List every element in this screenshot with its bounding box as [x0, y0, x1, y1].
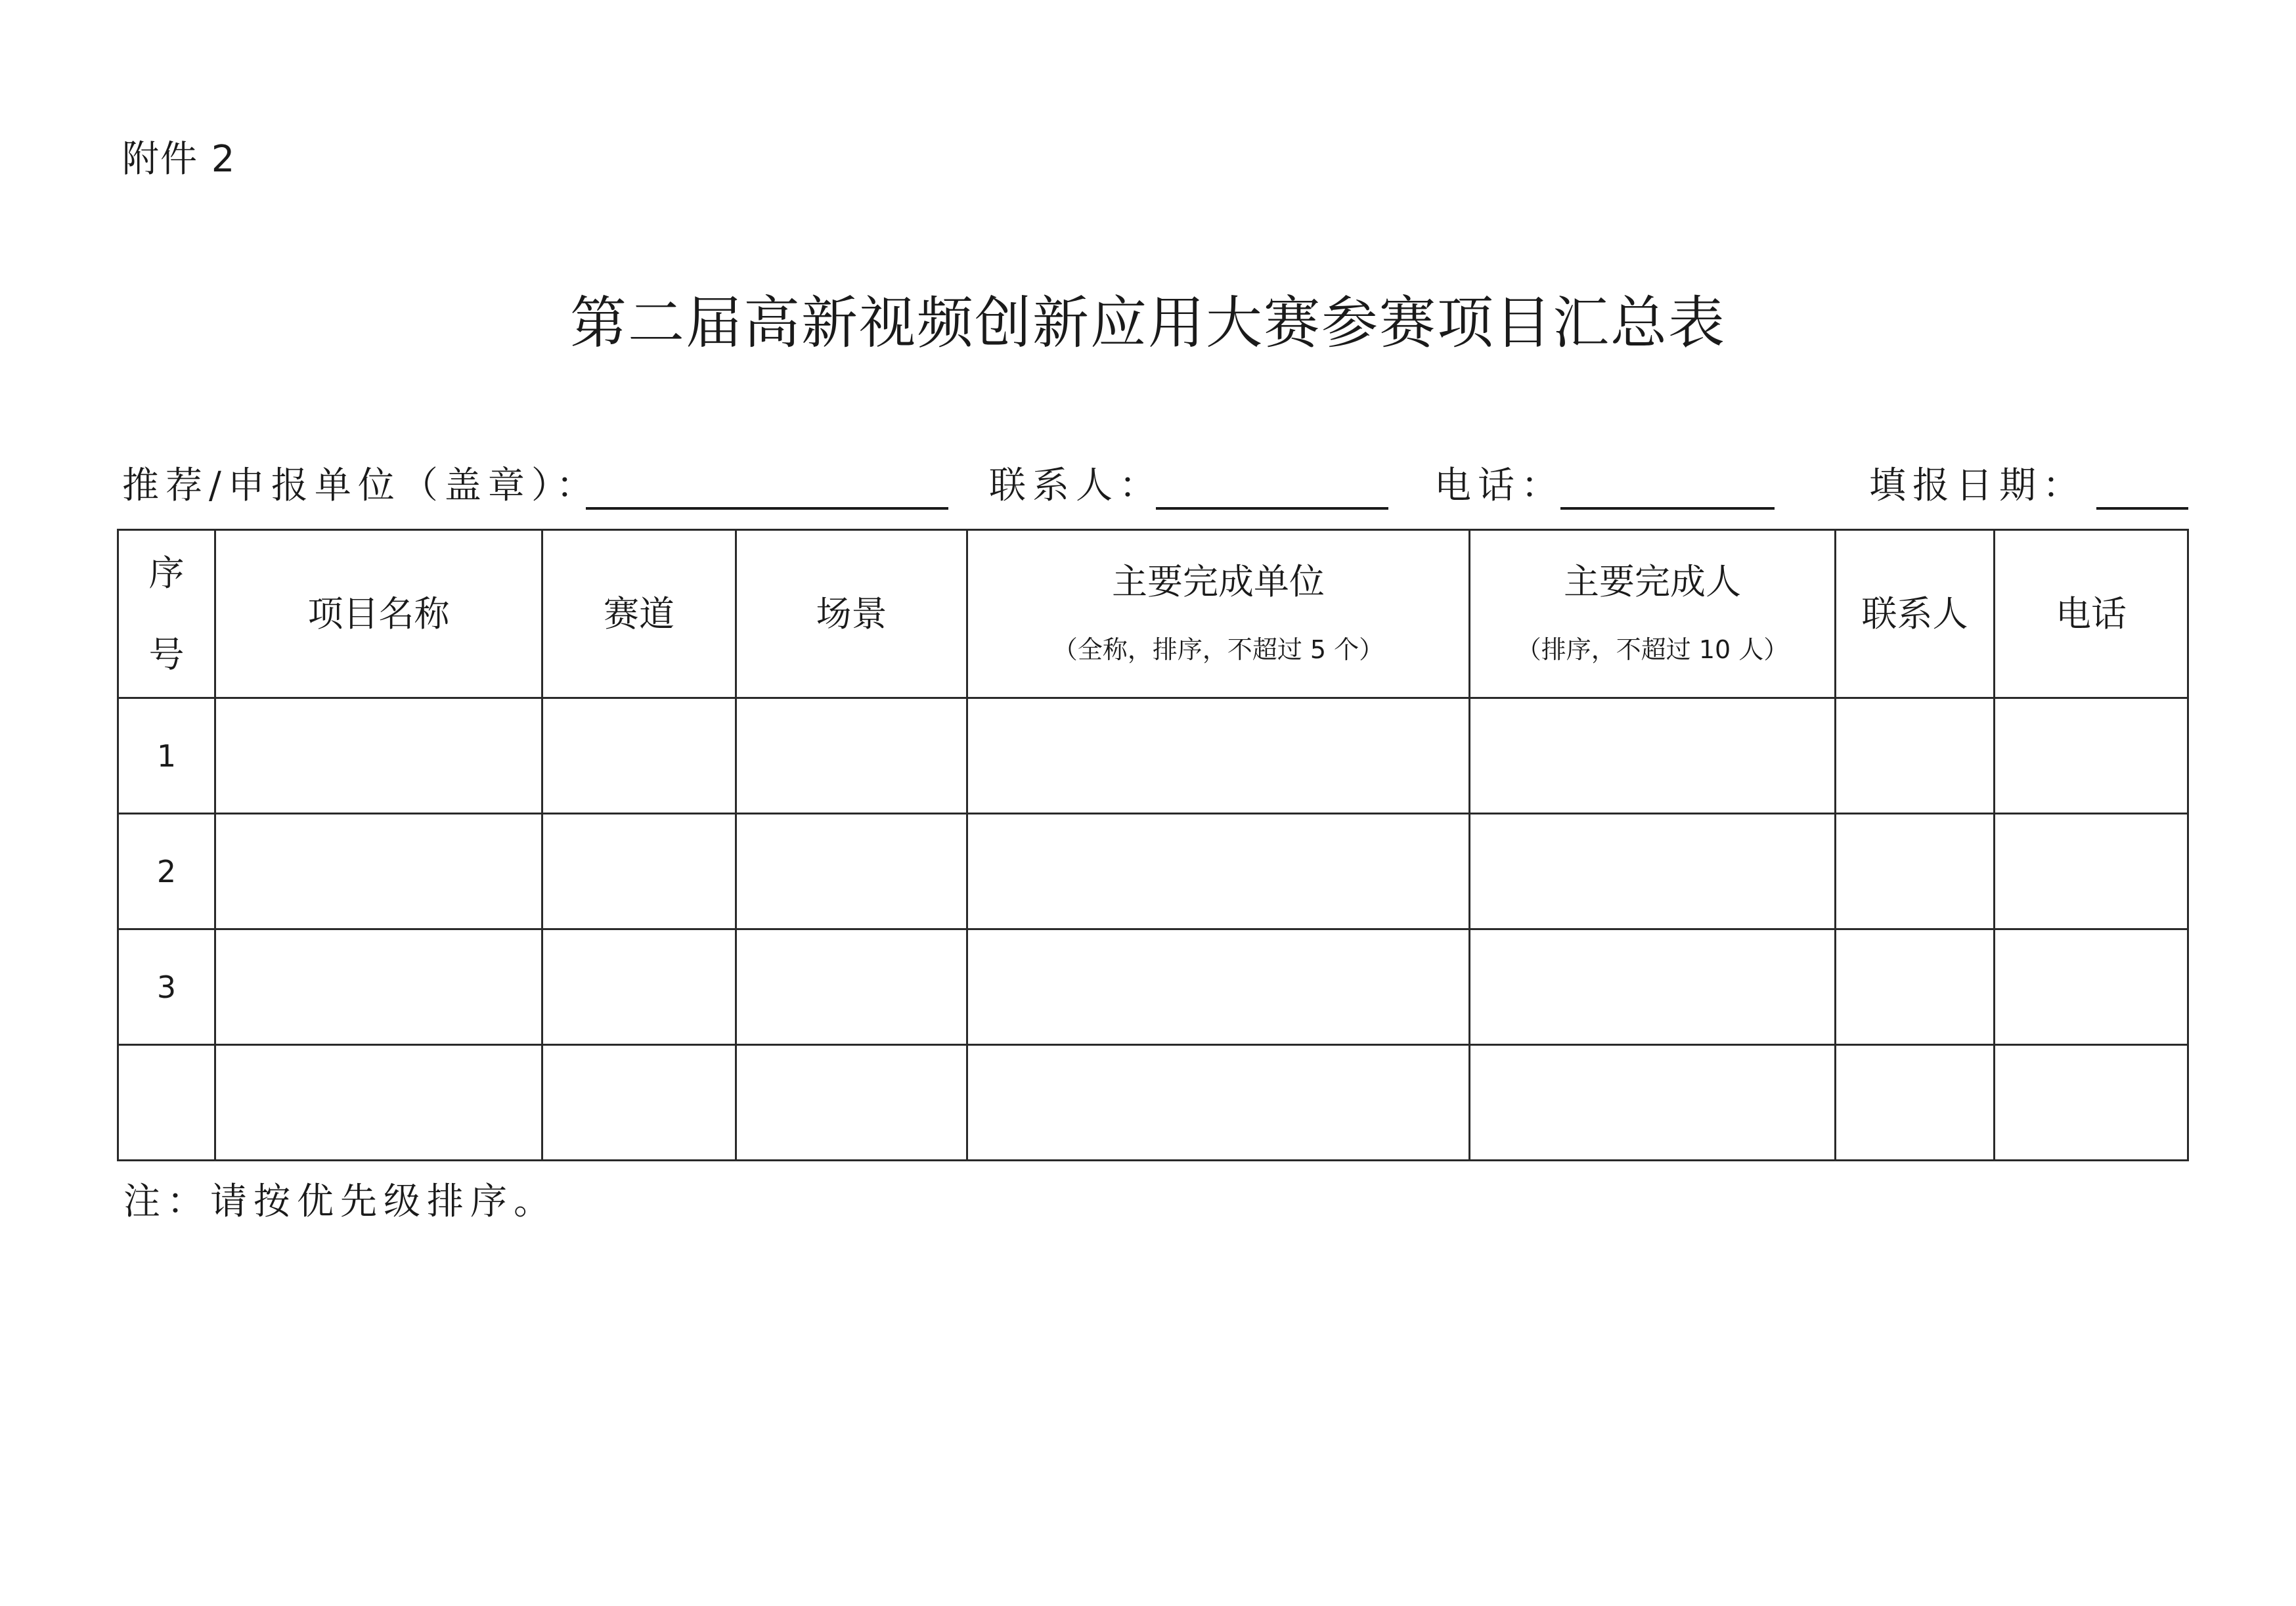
project-summary-table [117, 529, 2189, 1161]
row-seq [118, 1045, 215, 1161]
table-row [118, 814, 2188, 929]
header-seq: 序 号 [118, 530, 215, 698]
table-row [118, 1045, 2188, 1161]
cell-project-name[interactable] [215, 698, 542, 814]
cell-contact[interactable] [1836, 929, 1995, 1045]
phone-field [1434, 460, 1907, 512]
info-row [122, 460, 2191, 512]
cell-scene[interactable] [736, 698, 967, 814]
cell-contact[interactable] [1836, 1045, 1995, 1161]
header-main-unit: 主要完成单位 （全称，排序，不超过 5 个） [967, 530, 1470, 698]
cell-phone[interactable] [1995, 814, 2188, 929]
unit-field [122, 460, 950, 512]
footnote: 注：请按优先级排序。 [123, 1180, 557, 1223]
cell-phone[interactable] [1995, 1045, 2188, 1161]
row-seq: 3 [118, 929, 215, 1045]
cell-project-name[interactable] [215, 929, 542, 1045]
unit-blank-line[interactable] [586, 507, 948, 510]
header-track: 赛道 [542, 530, 736, 698]
phone-blank-line[interactable] [1560, 507, 1775, 510]
cell-phone[interactable] [1995, 698, 2188, 814]
cell-main-unit[interactable] [967, 698, 1470, 814]
row-seq: 1 [118, 698, 215, 814]
cell-scene[interactable] [736, 929, 967, 1045]
date-field [1869, 460, 2191, 512]
cell-contact[interactable] [1836, 814, 1995, 929]
unit-label: 推荐/申报单位（盖章）： [122, 464, 600, 507]
contact-blank-line[interactable] [1156, 507, 1388, 510]
contact-label: 联系人： [989, 464, 1162, 507]
table-row [118, 929, 2188, 1045]
header-phone: 电话 [1995, 530, 2188, 698]
header-project-name: 项目名称 [215, 530, 542, 698]
cell-main-person[interactable] [1470, 698, 1836, 814]
header-row [118, 530, 2188, 698]
attachment-label: 附件 2 [122, 138, 236, 181]
header-main-person: 主要完成人 （排序，不超过 10 人） [1470, 530, 1836, 698]
cell-main-unit[interactable] [967, 929, 1470, 1045]
row-seq: 2 [118, 814, 215, 929]
document-title: 第二届高新视频创新应用大赛参赛项目汇总表 [570, 290, 1726, 356]
cell-track[interactable] [542, 1045, 736, 1161]
cell-project-name[interactable] [215, 1045, 542, 1161]
header-scene: 场景 [736, 530, 967, 698]
cell-scene[interactable] [736, 814, 967, 929]
cell-main-unit[interactable] [967, 1045, 1470, 1161]
cell-contact[interactable] [1836, 698, 1995, 814]
cell-main-person[interactable] [1470, 814, 1836, 929]
cell-project-name[interactable] [215, 814, 542, 929]
cell-track[interactable] [542, 814, 736, 929]
cell-main-unit[interactable] [967, 814, 1470, 929]
cell-phone[interactable] [1995, 929, 2188, 1045]
cell-main-person[interactable] [1470, 1045, 1836, 1161]
cell-scene[interactable] [736, 1045, 967, 1161]
table-row [118, 698, 2188, 814]
cell-track[interactable] [542, 929, 736, 1045]
phone-label: 电话： [1434, 464, 1564, 507]
header-contact: 联系人 [1836, 530, 1995, 698]
cell-main-person[interactable] [1470, 929, 1836, 1045]
date-blank-line[interactable] [2096, 507, 2188, 510]
date-label: 填报日期： [1869, 464, 2086, 507]
cell-track[interactable] [542, 698, 736, 814]
